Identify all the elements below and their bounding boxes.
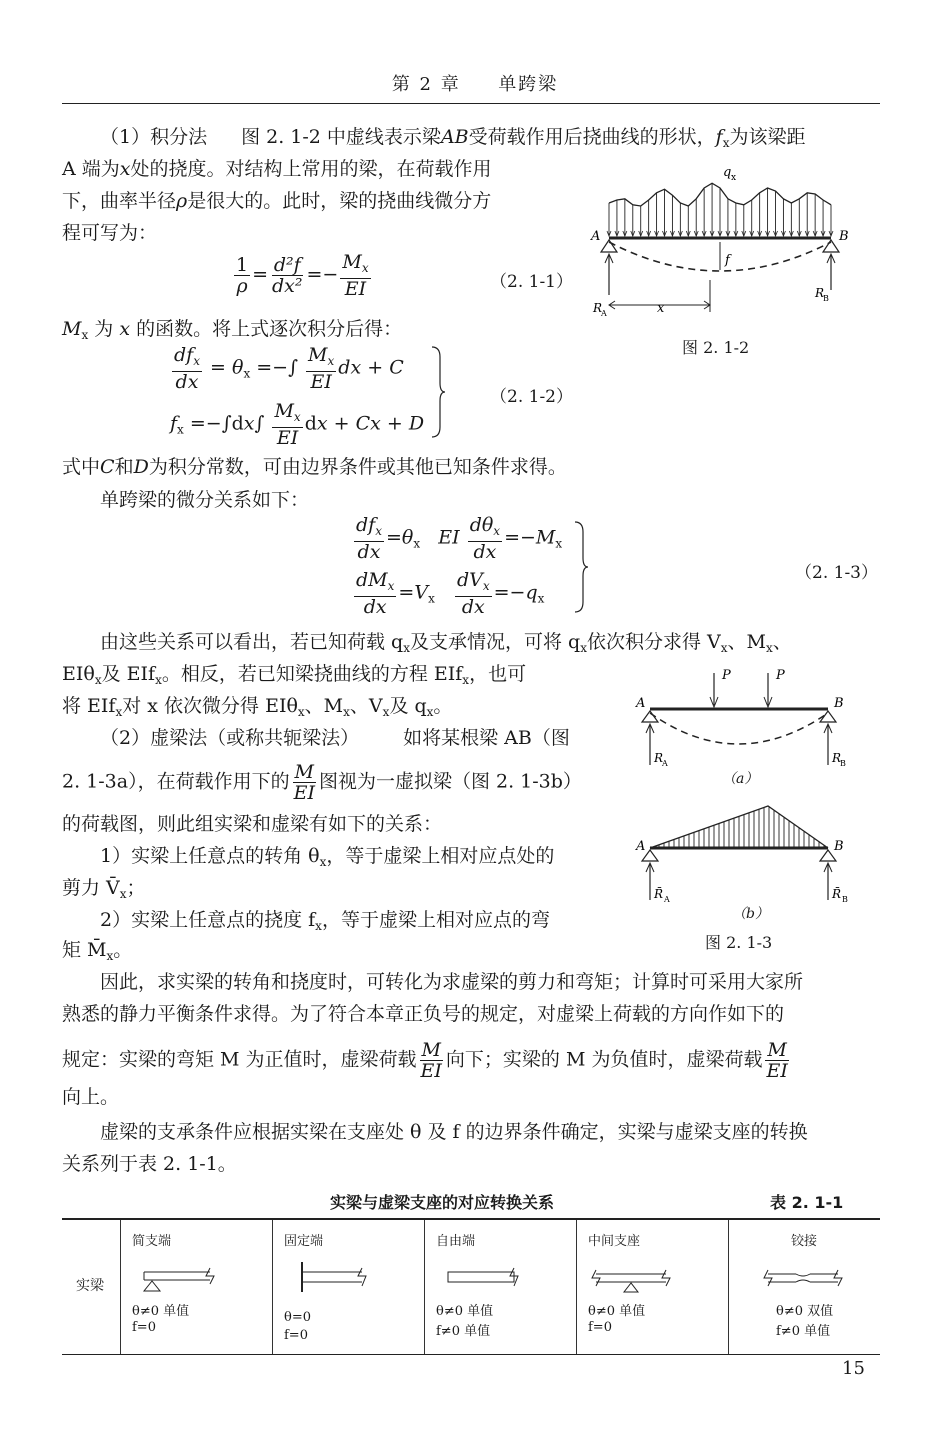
brace-right [573, 520, 589, 615]
chapter-number: 第 2 章 [391, 74, 461, 95]
para-line: 2. 1-3a），在荷载作用下的 $\frac{M}{EI}$ 图视为一虚拟梁（图 2. 1-3b） [62, 761, 582, 804]
distributed-load [607, 183, 833, 236]
para-line: A 端为x处的挠度。对结构上常用的梁，在荷载作用 [62, 158, 492, 180]
row-header-cell [62, 1220, 121, 1354]
figure-2-1-3a [628, 665, 858, 780]
running-header [0, 70, 950, 96]
list-item-1-cont: 剪力 $V̄_x$； [62, 877, 146, 901]
hinge-icon [758, 1264, 848, 1298]
theta-condition: θ≠0 单值 [436, 1304, 494, 1319]
free-end-icon [434, 1264, 524, 1296]
figure-caption-2-1-3: 图 2. 1-3 [705, 933, 773, 952]
equation-number-2-1-2: （2. 1-2） [490, 387, 573, 407]
para-line: 由这些关系可以看出，若已知荷载 $q_x$及支承情况，可将 $q_x$依次积分求得 $V_x$、$M_x$、 [100, 631, 792, 655]
para-line: 关系列于表 2. 1-1。 [62, 1153, 237, 1175]
table-cell [424, 1220, 577, 1354]
para-line: 式中C和D为积分常数，可由边界条件或其他已知条件求得。 [62, 456, 567, 478]
list-item-2-cont: 矩 $M̄_x$。 [62, 939, 133, 963]
column-header: 简支端 [132, 1234, 172, 1249]
theta-condition: θ≠0 单值 [588, 1304, 646, 1319]
equation-2-1-3-line1: $\frac{df_x}{dx}$ $=\theta_x$ EI $\frac{d\theta_x}{dx}$ $=-M_x$ [356, 514, 563, 563]
deflection-condition: f=0 [588, 1320, 612, 1335]
para-integration-method: （1）积分法 图 2. 1-2 中虚线表示梁AB受荷载作用后挠曲线的形状，$f_x$为该梁距 [100, 126, 806, 150]
svg-text:B: B [823, 294, 829, 303]
para-line: 虚梁的支承条件应根据实梁在支座处 θ 及 f 的边界条件确定，实梁与虚梁支座的转换 [100, 1121, 808, 1143]
para-line: 向上。 [62, 1086, 120, 1108]
fixed-end-icon [282, 1260, 372, 1298]
column-header: 铰接 [790, 1234, 817, 1249]
para-line: 规定：实梁的弯矩 M 为正值时，虚梁荷载 $\frac{M}{EI}$ 向下；实梁的 M 为负值时，虚梁荷载 $\frac{M}{EI}$ [62, 1039, 788, 1082]
svg-text:R: R [832, 751, 842, 765]
equation-2-1-2-line2: $f_x =-\int dx\int$ $\frac{M_x}{EI}$ dx + Cx + D [170, 400, 425, 449]
equation-number-2-1-3: （2. 1-3） [795, 563, 878, 583]
svg-text:A: A [636, 696, 646, 711]
svg-text:x: x [731, 173, 737, 183]
equation-2-1-2-line1: $\frac{df_x}{dx}$ = $\theta_x$ =−∫ $\frac{M_x}{EI}$ dx + C [174, 344, 404, 393]
table-cell [120, 1220, 273, 1354]
support-conversion-table [62, 1218, 880, 1355]
figure-2-1-3b [628, 800, 858, 905]
chapter-title: 单跨梁 [498, 74, 559, 95]
svg-text:R: R [815, 286, 825, 300]
svg-text:R: R [593, 301, 603, 315]
svg-text:B: B [839, 229, 849, 244]
para-line: 下，曲率半径ρ是很大的。此时，梁的挠曲线微分方 [62, 190, 492, 212]
para-line: 因此，求实梁的转角和挠度时，可转化为求虚梁的剪力和弯矩；计算时可采用大家所 [100, 971, 804, 993]
table-title: 实梁与虚梁支座的对应转换关系 [330, 1193, 555, 1212]
para-line: 单跨梁的微分关系如下： [100, 489, 310, 511]
support-b-icon [823, 240, 839, 252]
svg-text:A: A [591, 229, 601, 244]
row-label: 实梁 [76, 1278, 104, 1294]
column-header: 固定端 [284, 1234, 324, 1249]
svg-text:A: A [662, 759, 668, 768]
para-line: 熟悉的静力平衡条件求得。为了符合本章正负号的规定，对虚梁上荷载的方向作如下的 [62, 1003, 785, 1025]
support-a-icon [601, 240, 617, 252]
equation-2-1-1: $\frac{1}{\rho}$ = $\frac{\text{d²f}}{\text{dx²}}$ =− $\frac{M_x}{EI}$ [236, 251, 369, 300]
theta-condition: θ=0 [284, 1310, 311, 1325]
svg-text:A: A [636, 839, 646, 854]
svg-text:R: R [654, 751, 664, 765]
svg-text:B: B [834, 839, 844, 854]
qx-label: q [723, 165, 732, 180]
deflection-condition: f=0 [132, 1320, 156, 1335]
middle-support-icon [586, 1264, 676, 1298]
theta-condition: θ≠0 单值 [132, 1304, 190, 1319]
table-number: 表 2. 1-1 [770, 1193, 844, 1212]
para-line: 程可写为： [62, 222, 158, 244]
svg-text:x: x [657, 301, 665, 316]
theta-condition: θ≠0 双值 [776, 1304, 834, 1319]
page-number: 15 [842, 1358, 865, 1379]
table-cell [576, 1220, 729, 1354]
column-header: 中间支座 [588, 1234, 641, 1249]
svg-text:A: A [601, 309, 607, 318]
svg-text:A: A [664, 895, 670, 904]
header-rule [62, 103, 880, 104]
section-lead-1: （1）积分法 [100, 126, 208, 148]
figure-caption-2-1-2: 图 2. 1-2 [682, 338, 750, 357]
table-cell [728, 1220, 880, 1354]
svg-text:R̄: R̄ [832, 887, 842, 901]
equation-number-2-1-1: （2. 1-1） [490, 272, 573, 292]
brace-right [430, 345, 446, 440]
list-item-1: 1）实梁上任意点的转角 $\theta_x$，等于虚梁上相对应点处的 [100, 845, 555, 869]
section-lead-2: （2）虚梁法（或称共轭梁法） [100, 727, 360, 749]
deflection-curve [650, 713, 828, 744]
list-item-2: 2）实梁上任意点的挠度 $f_x$，等于虚梁上相对应点的弯 [100, 909, 550, 933]
svg-text:B: B [840, 759, 846, 768]
subfigure-label-a: （a） [722, 771, 759, 787]
table-cell [272, 1220, 425, 1354]
svg-text:B: B [834, 696, 844, 711]
deflection-condition: f≠0 单值 [436, 1324, 491, 1339]
equation-2-1-3-line2: $\frac{dM_x}{dx}$ $=V_x$ $\frac{dV_x}{dx}$ $=-q_x$ [356, 569, 545, 618]
svg-text:R̄: R̄ [654, 887, 664, 901]
subfigure-label-b: （b） [732, 906, 769, 922]
svg-text:P: P [722, 668, 731, 683]
svg-text:f: f [725, 253, 730, 268]
para-line: EIθ$_x$及 EIf$_x$。相反，若已知梁挠曲线的方程 EIf$_x$，也可 [62, 663, 527, 687]
svg-text:P: P [776, 668, 785, 683]
column-header: 自由端 [436, 1234, 476, 1249]
svg-text:B: B [842, 895, 848, 904]
para-line: 的荷载图，则此组实梁和虚梁有如下的关系： [62, 813, 443, 835]
deflection-condition: f=0 [284, 1328, 308, 1343]
para-conjugate-beam: （2）虚梁法（或称共轭梁法） 如将某根梁 AB（图 [100, 727, 570, 749]
deflection-condition: f≠0 单值 [776, 1324, 831, 1339]
para-line: 将 EIf$_x$对 x 依次微分得 EIθ$_x$、$M_x$、$V_x$及 $q_x$。 [62, 695, 453, 719]
para-line: $M_x$ 为 x 的函数。将上式逐次积分后得： [62, 318, 403, 342]
simple-support-icon [130, 1264, 220, 1296]
figure-2-1-2 [585, 160, 855, 320]
